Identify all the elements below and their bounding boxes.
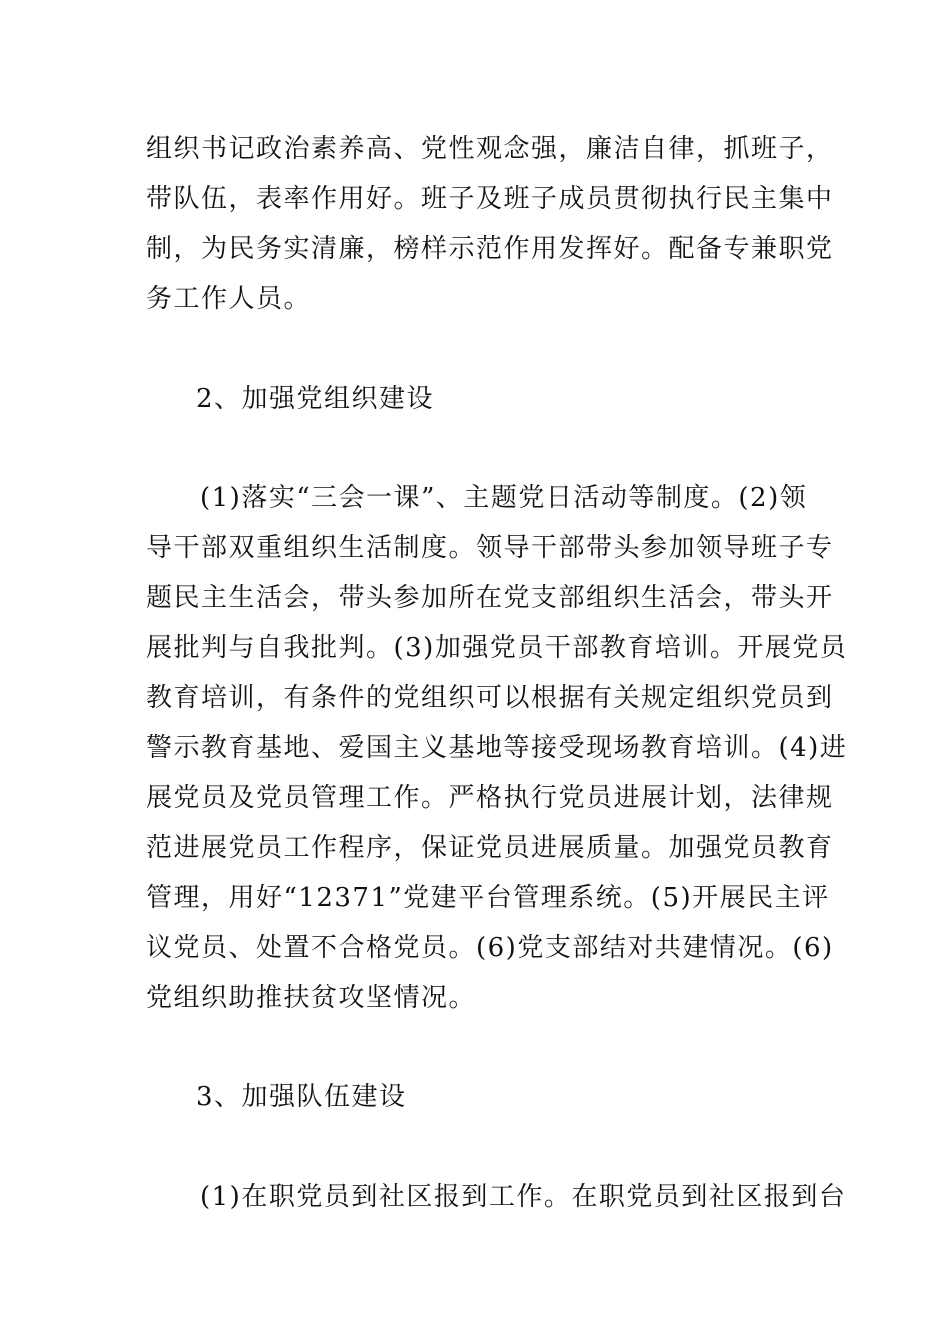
para1-line-4: 务工作人员。: [146, 284, 312, 314]
para2-line-4: 展批判与自我批判。(3)加强党员干部教育培训。开展党员: [146, 633, 848, 663]
para2-line-6: 警示教育基地、爱国主义基地等接受现场教育培训。(4)进: [146, 733, 848, 763]
para2-line-3: 题民主生活会，带头参加所在党支部组织生活会，带头开: [146, 583, 834, 613]
para2-line-5: 教育培训，有条件的党组织可以根据有关规定组织党员到: [146, 683, 834, 713]
section-heading-2: 2、加强党组织建设: [196, 384, 435, 414]
section-heading-3: 3、加强队伍建设: [196, 1082, 407, 1112]
para2-line-8: 范进展党员工作程序，保证党员进展质量。加强党员教育: [146, 833, 834, 863]
para2-line-7: 展党员及党员管理工作。严格执行党员进展计划，法律规: [146, 783, 834, 813]
para1-line-2: 带队伍，表率作用好。班子及班子成员贯彻执行民主集中: [146, 184, 834, 214]
para2-line-10: 议党员、处置不合格党员。(6)党支部结对共建情况。(6): [146, 933, 834, 963]
para1-line-3: 制，为民务实清廉，榜样示范作用发挥好。配备专兼职党: [146, 234, 834, 264]
para2-line-1: (1)落实“三会一课”、主题党日活动等制度。(2)领: [200, 483, 808, 513]
para2-line-11: 党组织助推扶贫攻坚情况。: [146, 983, 477, 1013]
para2-line-2: 导干部双重组织生活制度。领导干部带头参加领导班子专: [146, 533, 834, 563]
para2-line-9: 管理，用好“12371”党建平台管理系统。(5)开展民主评: [146, 883, 830, 913]
para3-line-1: (1)在职党员到社区报到工作。在职党员到社区报到台: [200, 1182, 847, 1212]
para1-line-1: 组织书记政治素养高、党性观念强，廉洁自律，抓班子，: [146, 134, 834, 164]
